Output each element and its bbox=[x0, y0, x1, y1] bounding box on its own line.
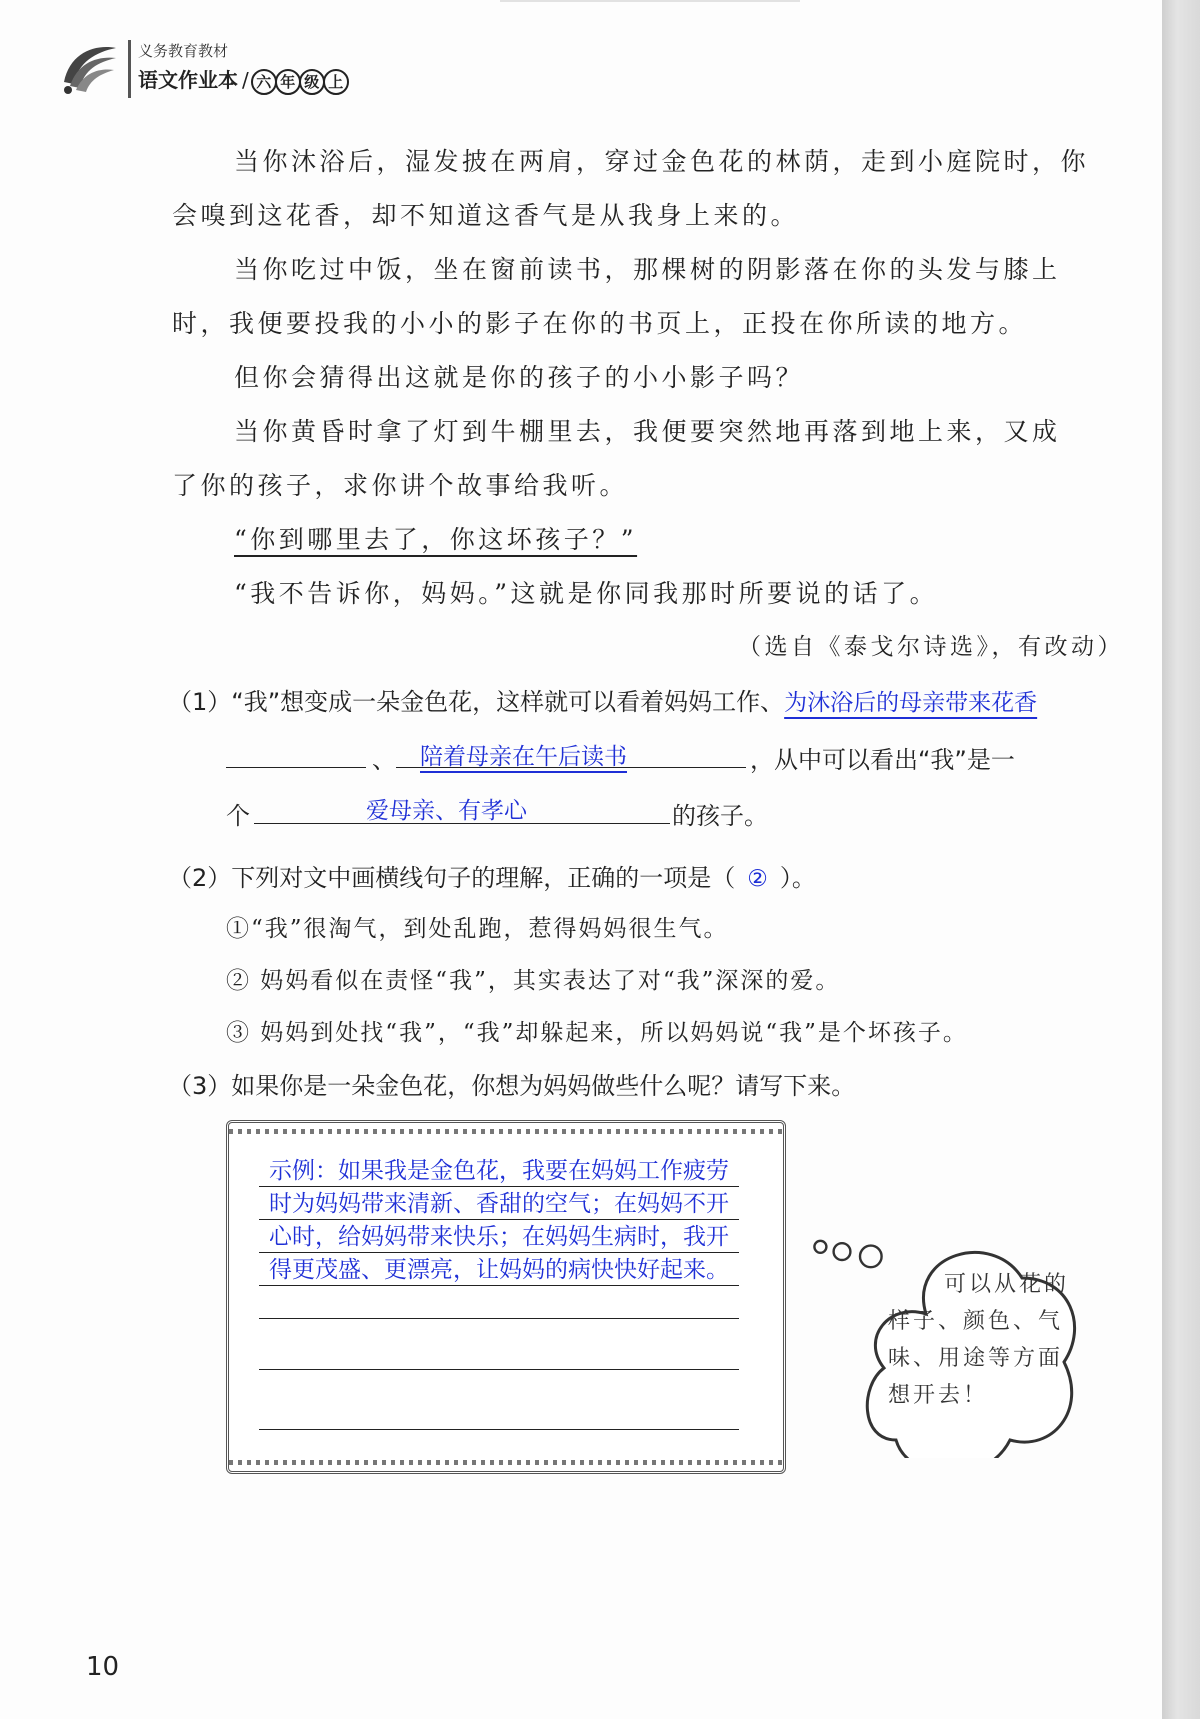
question-2: （2）下列对文中画横线句子的理解，正确的一项是（ ② ）。 bbox=[168, 864, 816, 892]
q1-separator: 、 bbox=[372, 746, 396, 774]
page-edge-shadow bbox=[1162, 0, 1200, 1719]
answer-3-text[interactable]: 示例：如果我是金色花，我要在妈妈工作疲劳时为妈妈带来清新、香甜的空气；在妈妈不开心时，给妈妈带来快乐；在妈妈生病时，我开得更茂盛、更漂亮，让妈妈的病快快好起来。 bbox=[269, 1158, 729, 1283]
blank-line bbox=[226, 767, 366, 768]
page-number: 10 bbox=[86, 1652, 120, 1682]
grade-char: 年 bbox=[275, 69, 301, 95]
q1-continuation: ，从中可以看出“我”是一 bbox=[750, 746, 1015, 774]
grade-char: 上 bbox=[323, 69, 349, 95]
answer-1b[interactable]: 陪着母亲在午后读书 bbox=[420, 744, 627, 770]
box-border-dots bbox=[229, 1129, 783, 1134]
answer-1a[interactable]: 为沐浴后的母亲带来花香 bbox=[784, 690, 1038, 716]
option-1[interactable]: ①“我”很淘气，到处乱跑，惹得妈妈很生气。 bbox=[226, 916, 729, 942]
q1-ge: 个 bbox=[226, 802, 250, 830]
hint-text: 可以从花的 样子、颜色、气 味、用途等方面 想开去！ bbox=[888, 1272, 1070, 1408]
passage-line: “我不告诉你，妈妈。”这就是你同我那时所要说的话了。 bbox=[234, 579, 939, 608]
question-1: （1）“我”想变成一朵金色花，这样就可以看着妈妈工作、为沐浴后的母亲带来花香 bbox=[168, 688, 1038, 716]
question-3: （3）如果你是一朵金色花，你想为妈妈做些什么呢？请写下来。 bbox=[168, 1072, 856, 1100]
source-citation: （选自《泰戈尔诗选》，有改动） bbox=[738, 634, 1124, 660]
passage-line: 但你会猜得出这就是你的孩子的小小影子吗？ bbox=[234, 363, 805, 392]
answer-2[interactable]: ② bbox=[747, 866, 768, 892]
q1-ending: 的孩子。 bbox=[672, 802, 768, 830]
book-title: 语文作业本 / 六 年 级 上 bbox=[138, 64, 349, 95]
passage-line: 当你沐浴后，湿发披在两肩，穿过金色花的林荫，走到小庭院时，你 bbox=[234, 147, 1090, 176]
grade-char: 级 bbox=[299, 69, 325, 95]
publisher-logo-icon bbox=[56, 42, 120, 100]
header-divider bbox=[128, 40, 131, 98]
answer-1c[interactable]: 爱母亲、有孝心 bbox=[366, 798, 527, 824]
writing-line bbox=[259, 1369, 739, 1370]
writing-line bbox=[259, 1318, 739, 1319]
series-label: 义务教育教材 bbox=[138, 42, 229, 60]
box-border-dots bbox=[229, 1460, 783, 1465]
writing-line bbox=[259, 1429, 739, 1430]
passage-line: 当你黄昏时拿了灯到牛棚里去，我便要突然地再落到地上来，又成 bbox=[234, 417, 1061, 446]
underlined-sentence: “你到哪里去了，你这坏孩子？” bbox=[234, 525, 638, 554]
passage-line: 时，我便要投我的小小的影子在你的书页上，正投在你所读的地方。 bbox=[172, 309, 1028, 338]
passage-line: 会嗅到这花香，却不知道这香气是从我身上来的。 bbox=[172, 201, 800, 230]
option-2[interactable]: ② 妈妈看似在责怪“我”，其实表达了对“我”深深的爱。 bbox=[226, 968, 841, 994]
top-rule bbox=[500, 0, 800, 2]
option-3[interactable]: ③ 妈妈到处找“我”，“我”却躲起来，所以妈妈说“我”是个坏孩子。 bbox=[226, 1020, 968, 1046]
grade-char: 六 bbox=[251, 69, 277, 95]
passage-line: 了你的孩子，求你讲个故事给我听。 bbox=[172, 471, 629, 500]
passage-line: 当你吃过中饭，坐在窗前读书，那棵树的阴影落在你的头发与膝上 bbox=[234, 255, 1061, 284]
answer-box bbox=[226, 1120, 786, 1474]
